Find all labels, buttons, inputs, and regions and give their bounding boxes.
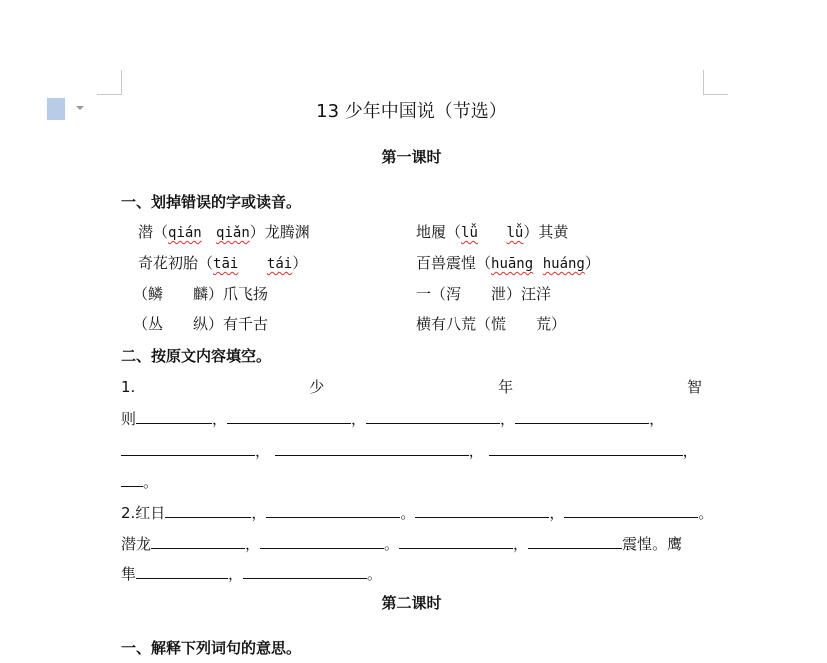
margin-mark	[703, 70, 728, 95]
fill-line: ， ， ，	[121, 439, 702, 461]
fill-line: 隼 ， 。	[121, 562, 702, 584]
fill-line: 潜龙 ， 。 ， 震惶。鹰	[121, 532, 702, 554]
section-heading: 一、解释下列词句的意思。	[121, 639, 302, 657]
document-icon[interactable]	[47, 98, 65, 120]
fill-line: 2.红日 ， 。 ， 。	[121, 501, 702, 523]
item-row: （鳞 麟）爪飞扬 一（泻 泄）汪洋	[133, 285, 552, 303]
lesson-heading: 第一课时	[381, 148, 442, 166]
dropdown-arrow-icon[interactable]	[76, 106, 84, 110]
lesson-heading: 第二课时	[381, 594, 442, 612]
margin-mark	[97, 70, 122, 95]
item-row: 奇花初胎（tāi tái） 百兽震惶（huāng huáng）	[138, 254, 600, 272]
fill-line: 。	[121, 470, 702, 492]
fill-line: 1. 少 年 智	[121, 378, 702, 396]
item-row: 潜（qián qiǎn）龙腾渊 地履（lǚ lǚ）其黄	[138, 223, 569, 241]
section-heading: 二、按原文内容填空。	[121, 347, 272, 365]
item-row: （丛 纵）有千古 横有八荒（慌 荒）	[133, 315, 567, 333]
fill-line: 则 ， ， ， ，	[121, 407, 702, 429]
page-title: 13 少年中国说（节选）	[316, 101, 507, 122]
section-heading: 一、划掉错误的字或读音。	[121, 193, 302, 211]
